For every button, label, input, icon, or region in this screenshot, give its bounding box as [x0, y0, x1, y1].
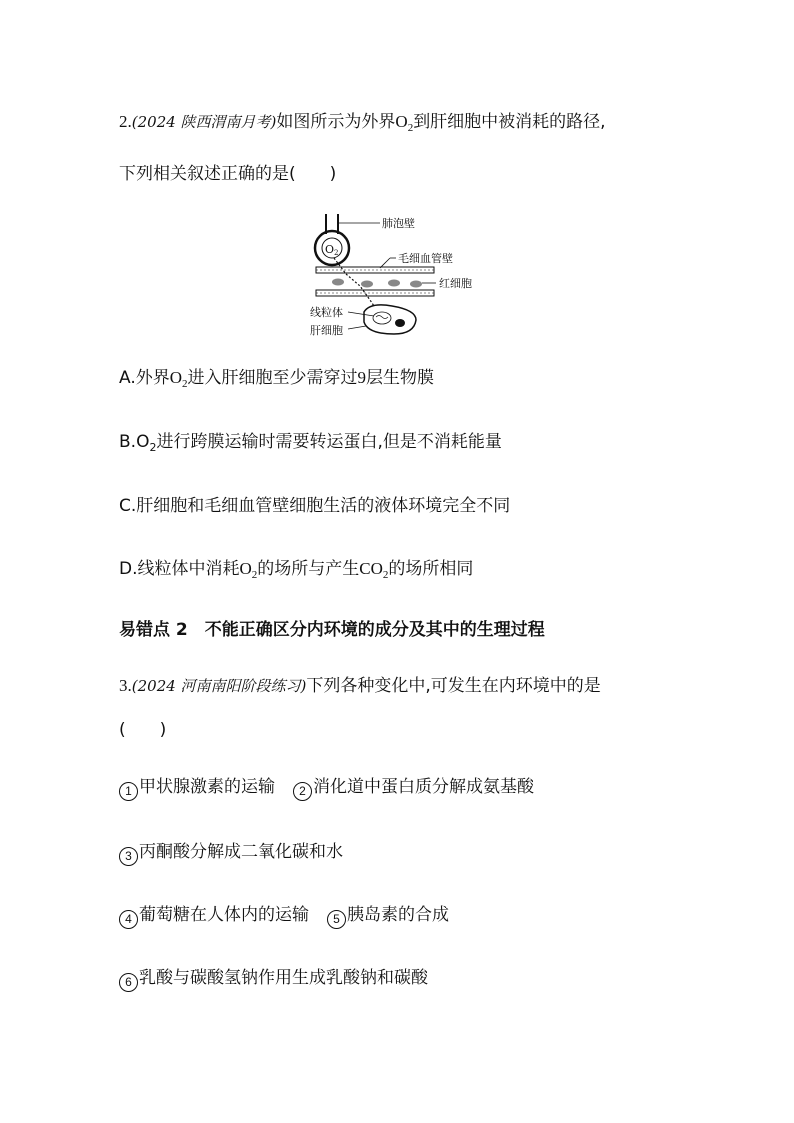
- alveolus-wall: [315, 214, 349, 265]
- q2-option-d[interactable]: D.线粒体中消耗$O_2$的场所与产生$CO_2$的场所相同: [119, 559, 474, 581]
- o2-path-figure: [300, 210, 500, 345]
- liver-cell: [364, 305, 416, 334]
- q3-item-row-4: [119, 966, 428, 992]
- circled-number: 5: [327, 910, 346, 929]
- q3-number: 3.: [119, 676, 132, 695]
- q2-option-b[interactable]: $B.O_2$进行跨膜运输时需要转运蛋白,但是不消耗能量: [119, 432, 502, 454]
- q3-stem: [119, 674, 601, 698]
- label-liver-cell: 肝细胞: [310, 324, 343, 337]
- q2-option-a[interactable]: A.外界$O_2$进入肝细胞至少需穿过9层生物膜: [119, 368, 435, 390]
- q3-item-row-2: [119, 840, 343, 866]
- q2-o2: $O_2$: [395, 112, 414, 134]
- circled-number: 3: [119, 847, 138, 866]
- circled-number: 1: [119, 782, 138, 801]
- q3-source: (2024 河南南阳阶段练习): [131, 677, 307, 695]
- q3-item-2: 消化道中蛋白质分解成氨基酸: [313, 777, 534, 797]
- label-alveolus-wall: 肺泡壁: [382, 217, 415, 230]
- q2-stem-a: 如图所示为外界: [276, 112, 396, 132]
- section-heading: 易错点 2 不能正确区分内环境的成分及其中的生理过程: [119, 620, 545, 640]
- q3-item-1: 甲状腺激素的运输: [139, 777, 275, 797]
- q3-answer-paren: ( ): [119, 720, 167, 740]
- q3-item-5: 胰岛素的合成: [347, 905, 449, 925]
- q2-stem-line2: 下列相关叙述正确的是( ): [119, 164, 337, 184]
- q3-item-3: 丙酮酸分解成二氧化碳和水: [139, 842, 343, 862]
- label-capillary-wall: 毛细血管壁: [398, 252, 453, 265]
- q2-option-c[interactable]: C.肝细胞和毛细血管壁细胞生活的液体环境完全不同: [119, 496, 511, 516]
- circled-number: 4: [119, 910, 138, 929]
- label-red-blood-cell: 红细胞: [439, 277, 472, 290]
- q3-item-4: 葡萄糖在人体内的运输: [139, 905, 309, 925]
- q2-number: 2.: [119, 112, 132, 131]
- q3-item-row-1: [119, 775, 534, 801]
- circled-number: 2: [293, 782, 312, 801]
- q3-item-6: 乳酸与碳酸氢钠作用生成乳酸钠和碳酸: [139, 968, 428, 988]
- q2-source: (2024 陕西渭南月考): [131, 113, 277, 131]
- q2-stem-b: 到肝细胞中被消耗的路径,: [413, 112, 606, 132]
- q3-stem-text: 下列各种变化中,可发生在内环境中的是: [306, 676, 601, 696]
- figure-o2-label: O2: [325, 243, 339, 257]
- label-mitochondria: 线粒体: [310, 306, 343, 319]
- circled-number: 6: [119, 973, 138, 992]
- q2-stem-line1: [119, 110, 606, 134]
- red-blood-cells: [332, 279, 422, 288]
- q3-item-row-3: [119, 903, 449, 929]
